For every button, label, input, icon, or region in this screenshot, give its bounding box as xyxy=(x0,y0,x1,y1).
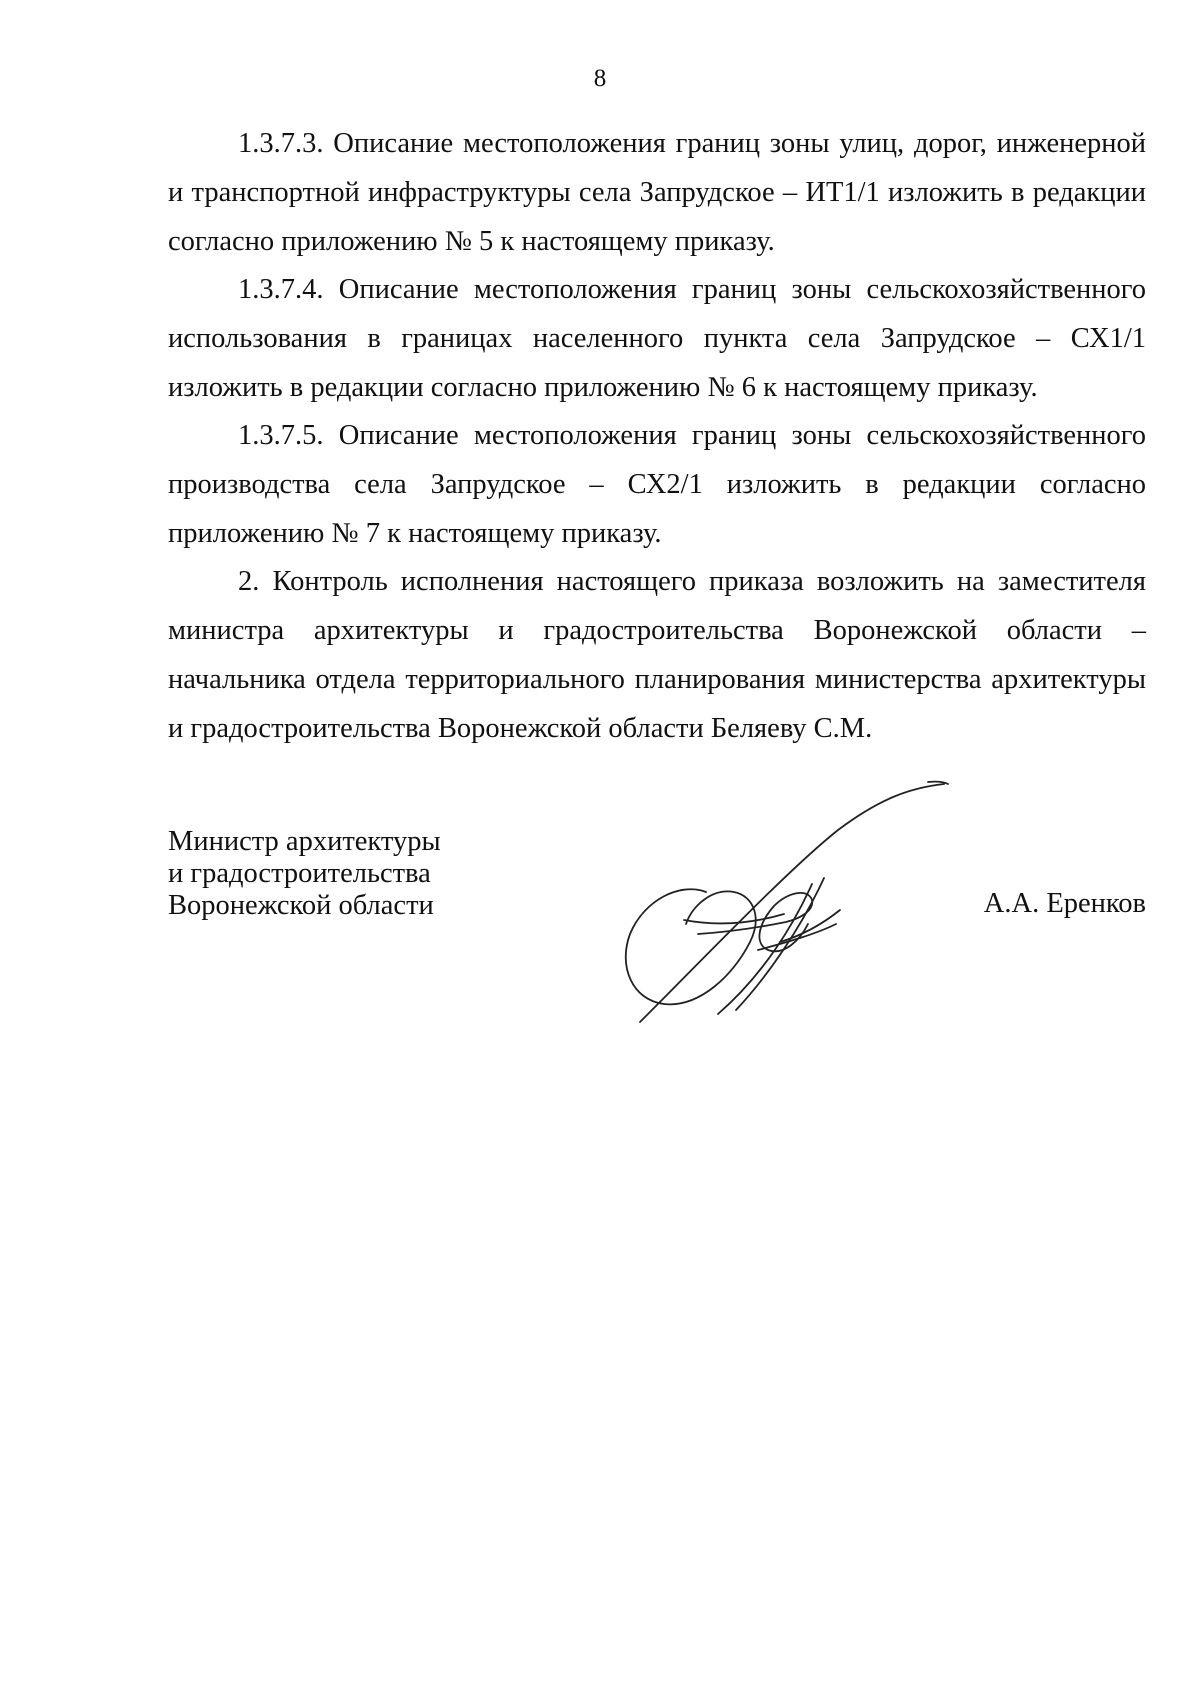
paragraph-2-control: 2. Контроль исполнения настоящего приказа возложить на заместителя министра архитектуры и градостроительства Воронежской области – начальника отдела территориального планирования министерства архитектуры и градостроительства Воронежской области Беляеву С.М. xyxy=(168,566,1146,744)
document-body xyxy=(168,119,1146,753)
signer-position-line: и градостроительства xyxy=(168,858,431,889)
signer-position-line: Министр архитектуры xyxy=(168,826,441,857)
paragraph-1-3-7-3: 1.3.7.3. Описание местоположения границ зоны улиц, дорог, инженерной и транспортной инфраструктуры села Запрудское – ИТ1/1 изложить в редакции согласно приложению № 5 к настоящему приказу. xyxy=(168,128,1146,257)
page-number: 8 xyxy=(593,65,607,92)
signature-block xyxy=(168,826,1146,1036)
paragraph-1-3-7-5: 1.3.7.5. Описание местоположения границ зоны сельскохозяйственного производства села Запрудское – СХ2/1 изложить в редакции согласно приложению № 7 к настоящему приказу. xyxy=(168,420,1146,549)
handwritten-signature-icon xyxy=(588,774,968,1034)
signer-name: А.А. Еренков xyxy=(983,888,1146,919)
signer-position xyxy=(168,826,441,922)
paragraph-1-3-7-4: 1.3.7.4. Описание местоположения границ зоны сельскохозяйственного использования в границах населенного пункта села Запрудское – СХ1/1 изложить в редакции согласно приложению № 6 к настоящему приказу. xyxy=(168,274,1146,403)
signer-position-line: Воронежской области xyxy=(168,890,434,921)
